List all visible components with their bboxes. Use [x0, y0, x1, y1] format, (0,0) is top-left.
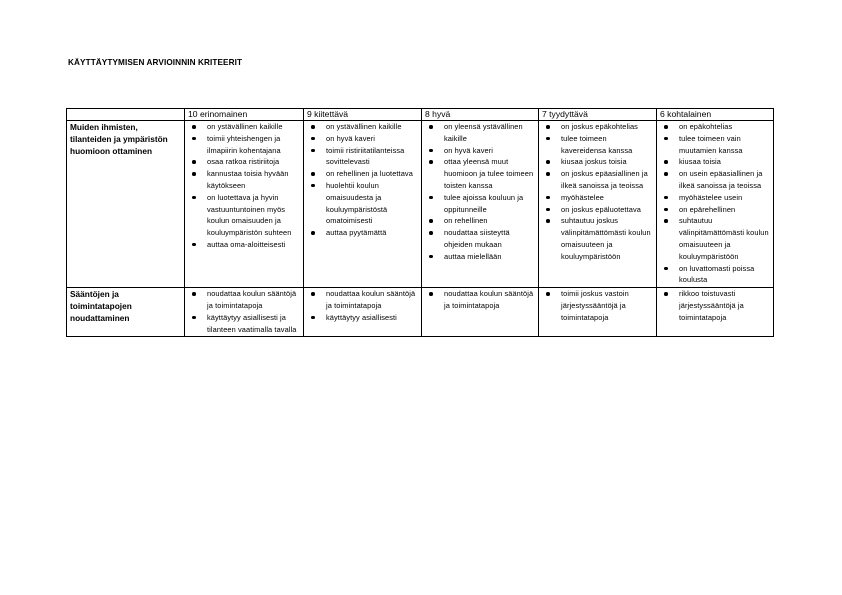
criteria-item: huolehtii koulun omaisuudesta ja kouluympäristöstä omatoimisesti [307, 180, 418, 227]
criteria-item: tulee ajoissa kouluun ja oppitunneille [425, 192, 535, 216]
criteria-item: toimii ristiriitatilanteissa sovittelevasti [307, 145, 418, 169]
row-header: Muiden ihmisten, tilanteiden ja ympäristön huomioon ottaminen [67, 121, 185, 288]
table-cell [657, 288, 774, 337]
criteria-item: on joskus epäkohtelias [542, 121, 653, 133]
criteria-item: auttaa mielellään [425, 251, 535, 263]
criteria-item: on luotettava ja hyvin vastuuntuntoinen myös koulun omaisuuden ja kouluympäristön suhteen [188, 192, 300, 239]
criteria-item: noudattaa koulun sääntöjä ja toimintatapoja [425, 288, 535, 312]
criteria-list [188, 121, 300, 251]
criteria-item: noudattaa siisteyttä ohjeiden mukaan [425, 227, 535, 251]
criteria-item: on rehellinen [425, 215, 535, 227]
criteria-item: on hyvä kaveri [307, 133, 418, 145]
criteria-item: suhtautuu joskus välinpitämättömästi koulun omaisuuteen ja kouluympäristöön [542, 215, 653, 262]
table-cell [539, 288, 657, 337]
criteria-item: kiusaa joskus toisia [542, 156, 653, 168]
header-cell-empty [67, 109, 185, 121]
criteria-item: myöhästelee usein [660, 192, 770, 204]
criteria-item: on hyvä kaveri [425, 145, 535, 157]
table-cell [185, 288, 304, 337]
row-header: Sääntöjen ja toimintatapojen noudattaminen [67, 288, 185, 337]
table-cell [422, 288, 539, 337]
header-cell-grade-9: 9 kiitettävä [304, 109, 422, 121]
criteria-item: on joskus epäluotettava [542, 204, 653, 216]
criteria-item: on epärehellinen [660, 204, 770, 216]
table-row [67, 121, 774, 288]
criteria-item: toimii joskus vastoin järjestyssääntöjä ja toimintatapoja [542, 288, 653, 323]
header-cell-grade-6: 6 kohtalainen [657, 109, 774, 121]
criteria-list [660, 121, 770, 286]
criteria-item: on epäkohtelias [660, 121, 770, 133]
criteria-item: on rehellinen ja luotettava [307, 168, 418, 180]
criteria-list [660, 288, 770, 323]
criteria-item: noudattaa koulun sääntöjä ja toimintatapoja [188, 288, 300, 312]
criteria-item: on yleensä ystävällinen kaikille [425, 121, 535, 145]
criteria-item: tulee toimeen kavereidensa kanssa [542, 133, 653, 157]
criteria-item: suhtautuu välinpitämättömästi koulun omaisuuteen ja kouluympäristöön [660, 215, 770, 262]
criteria-list [542, 121, 653, 263]
criteria-item: kannustaa toisia hyvään käytökseen [188, 168, 300, 192]
criteria-item: on usein epäasiallinen ja ilkeä sanoissa ja teoissa [660, 168, 770, 192]
criteria-list [425, 288, 535, 312]
criteria-item: kiusaa toisia [660, 156, 770, 168]
criteria-item: noudattaa koulun sääntöjä ja toimintatapoja [307, 288, 418, 312]
header-cell-grade-7: 7 tyydyttävä [539, 109, 657, 121]
criteria-list [307, 288, 418, 323]
criteria-table [66, 108, 774, 337]
criteria-list [188, 288, 300, 335]
criteria-list [425, 121, 535, 263]
table-cell [304, 121, 422, 288]
criteria-item: on ystävällinen kaikille [307, 121, 418, 133]
criteria-item: käyttäytyy asiallisesti ja tilanteen vaatimalla tavalla [188, 312, 300, 336]
table-cell [422, 121, 539, 288]
document-title: KÄYTTÄYTYMISEN ARVIOINNIN KRITEERIT [68, 58, 243, 67]
header-cell-grade-10: 10 erinomainen [185, 109, 304, 121]
criteria-item: on luvattomasti poissa koulusta [660, 263, 770, 287]
criteria-item: on ystävällinen kaikille [188, 121, 300, 133]
header-cell-grade-8: 8 hyvä [422, 109, 539, 121]
criteria-item: rikkoo toistuvasti järjestyssääntöjä ja toimintatapoja [660, 288, 770, 323]
criteria-table-body [67, 121, 774, 337]
criteria-item: on joskus epäasiallinen ja ilkeä sanoissa ja teoissa [542, 168, 653, 192]
criteria-item: osaa ratkoa ristiriitoja [188, 156, 300, 168]
table-row [67, 288, 774, 337]
header-row [67, 109, 774, 121]
table-cell [185, 121, 304, 288]
criteria-list [542, 288, 653, 323]
criteria-list [307, 121, 418, 239]
criteria-item: toimii yhteishengen ja ilmapiirin kohentajana [188, 133, 300, 157]
table-cell [539, 121, 657, 288]
criteria-item: auttaa oma-aloitteisesti [188, 239, 300, 251]
criteria-item: käyttäytyy asiallisesti [307, 312, 418, 324]
table-cell [304, 288, 422, 337]
criteria-item: ottaa yleensä muut huomioon ja tulee toimeen toisten kanssa [425, 156, 535, 191]
criteria-item: tulee toimeen vain muutamien kanssa [660, 133, 770, 157]
table-cell [657, 121, 774, 288]
criteria-item: myöhästelee [542, 192, 653, 204]
criteria-item: auttaa pyytämättä [307, 227, 418, 239]
